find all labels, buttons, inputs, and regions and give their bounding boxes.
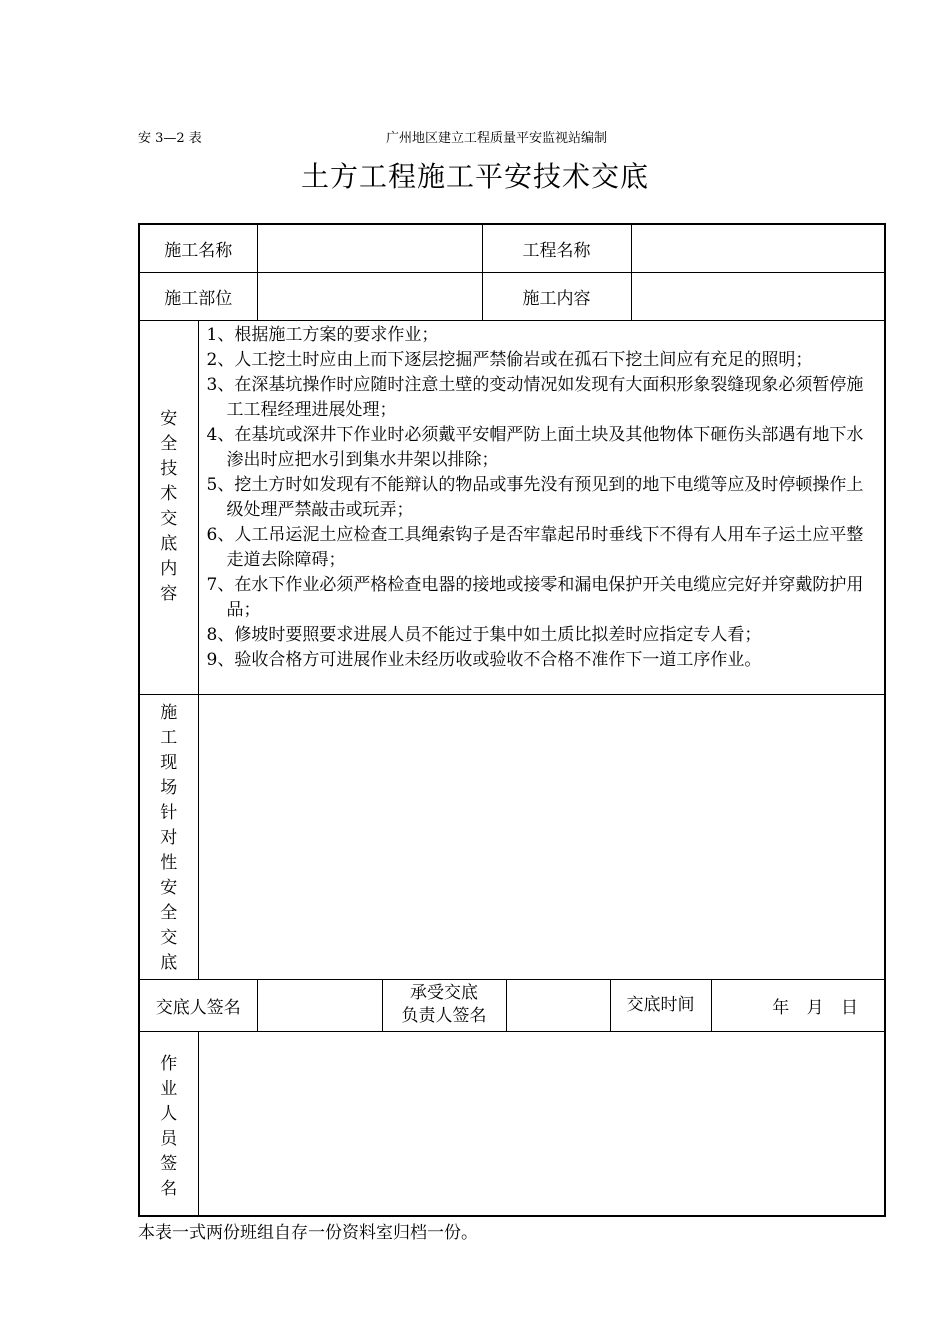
safety-item: 9、验收合格方可进展作业未经历收或验收不合格不准作下一道工序作业。 (206, 649, 762, 670)
form-code: 安 3—2 表 (138, 131, 202, 146)
safety-item: 8、修坡时要照要求进展人员不能过于集中如土质比拟差时应指定专人看； (206, 624, 762, 645)
construction-location-label: 施工部位 (139, 272, 257, 320)
project-name-label: 工程名称 (482, 224, 631, 272)
giver-signature-field[interactable] (257, 979, 382, 1031)
workers-signature-field[interactable] (198, 1031, 885, 1216)
safety-item: 3、在深基坑操作时应随时注意土壁的变动情况如发现有大面积形象裂缝现象必须暂停施工工程经理进展处理； (206, 374, 864, 420)
workers-signature-label: 作 业 人 员 签 名 (139, 1031, 198, 1216)
construction-content-field[interactable] (631, 272, 885, 320)
giver-signature-label: 交底人签名 (139, 979, 257, 1031)
safety-item: 1、根据施工方案的要求作业； (206, 324, 439, 345)
safety-items (198, 320, 885, 694)
site-specific-field[interactable] (198, 694, 885, 979)
safety-item: 2、人工挖土时应由上而下逐层挖掘严禁偷岩或在孤石下挖土间应有充足的照明； (206, 349, 813, 370)
handover-time-field[interactable]: 年 月 日 (772, 997, 858, 1018)
handover-time-label: 交底时间 (611, 980, 712, 1031)
compiler-note: 广州地区建立工程质量平安监视站编制 (386, 131, 608, 146)
handover-form (138, 223, 886, 1217)
project-name-field[interactable] (631, 224, 885, 272)
construction-content-label: 施工内容 (482, 272, 631, 320)
receiver-signature-label: 承受交底 负责人签名 (382, 979, 506, 1031)
construction-location-field[interactable] (257, 272, 482, 320)
safety-item: 4、在基坑或深井下作业时必须戴平安帽严防上面土块及其他物体下砸伤头部遇有地下水渗出时应把水引到集水井架以排除； (206, 424, 864, 470)
site-specific-label: 施 工 现 场 针 对 性 安 全 交 底 (139, 694, 198, 979)
safety-item: 7、在水下作业必须严格检查电器的接地或接零和漏电保护开关电缆应完好并穿戴防护用品； (206, 574, 864, 620)
safety-content-label: 安 全 技 术 交 底 内 容 (139, 320, 198, 694)
safety-item: 6、人工吊运泥土应检查工具绳索钩子是否牢靠起吊时垂线下不得有人用车子运土应平整走道去除障碍； (206, 524, 864, 570)
receiver-signature-field[interactable] (506, 979, 610, 1031)
footer-note: 本表一式两份班组自存一份资料室归档一份。 (138, 1223, 478, 1243)
handover-time-cell (610, 979, 885, 1031)
page-title: 土方工程施工平安技术交底 (300, 160, 649, 193)
construction-name-field[interactable] (257, 224, 482, 272)
construction-name-label: 施工名称 (139, 224, 257, 272)
safety-item: 5、挖土方时如发现有不能辩认的物品或事先没有预见到的地下电缆等应及时停顿操作上级处理严禁敲击或玩弄； (206, 474, 864, 520)
